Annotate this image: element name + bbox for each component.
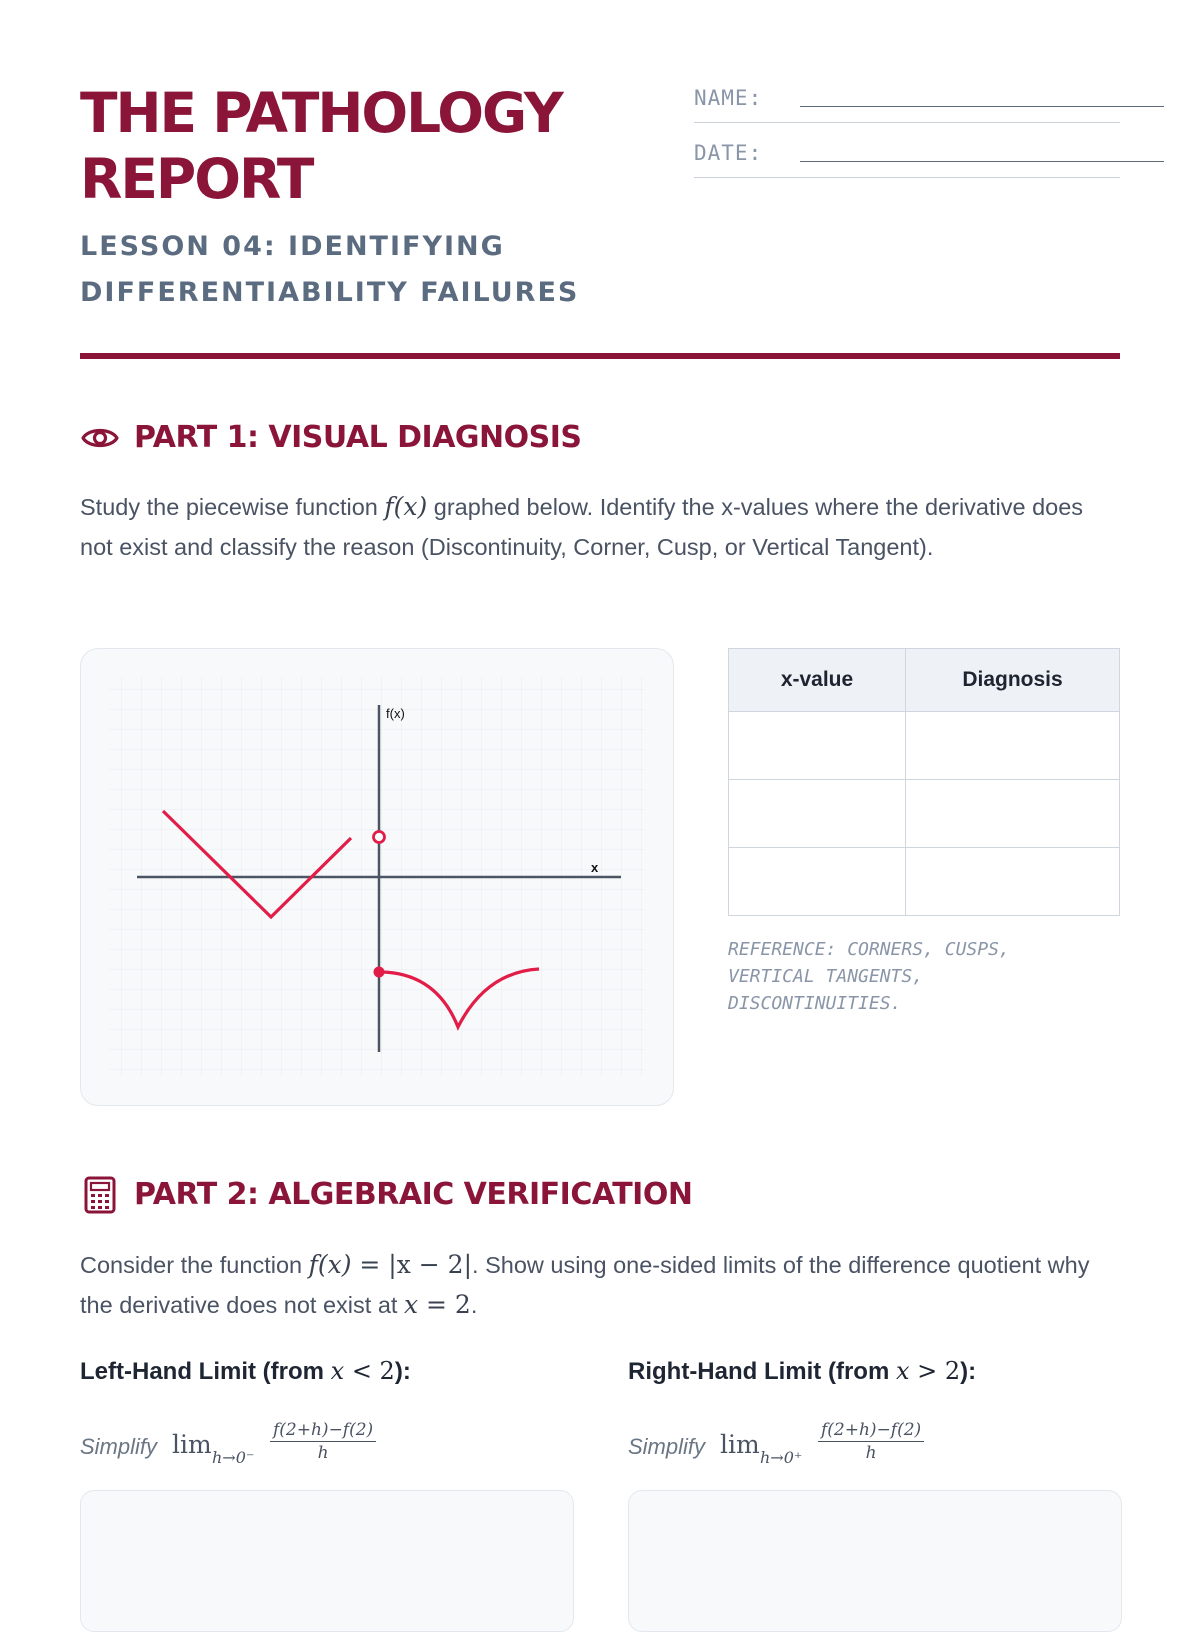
right-limit-heading-text: Right-Hand Limit (from	[628, 1358, 896, 1385]
right-limit-work-area[interactable]	[628, 1490, 1122, 1632]
column-header-x-value: x-value	[729, 649, 906, 712]
part2-point-var: x	[403, 1290, 419, 1319]
closed-circle-point	[374, 967, 385, 978]
open-circle-point	[374, 832, 385, 843]
left-limit-work-area[interactable]	[80, 1490, 574, 1632]
left-limit-expression	[80, 1420, 400, 1468]
calculator-icon	[80, 1175, 120, 1215]
left-lim-operator: lim	[172, 1430, 212, 1459]
part2-point-value: = 2	[418, 1290, 471, 1319]
part2-intro-2: . Show using one-sided limits of the difference quotient why the derivative does not exist at	[80, 1252, 1090, 1318]
graph-card	[80, 648, 674, 1106]
date-label: DATE:	[694, 141, 763, 165]
right-lim-subscript: h→0⁺	[760, 1448, 803, 1467]
name-label: NAME:	[694, 86, 763, 110]
right-limit-condition: > 2	[909, 1357, 961, 1385]
piecewise-graph	[81, 649, 673, 1105]
subtitle-line-1: LESSON 04: IDENTIFYING	[80, 231, 505, 262]
title-line-2: REPORT	[80, 147, 313, 211]
left-quotient-denominator: h	[317, 1443, 329, 1463]
right-limit-heading	[628, 1357, 976, 1386]
lesson-subtitle	[80, 224, 579, 316]
part2-intro-1: Consider the function	[80, 1252, 309, 1278]
right-simplify-word: Simplify	[628, 1434, 706, 1459]
left-simplify-word: Simplify	[80, 1434, 158, 1459]
x-axis-label: x	[591, 860, 599, 875]
column-header-diagnosis: Diagnosis	[906, 649, 1120, 712]
right-limit-expression	[628, 1420, 948, 1468]
right-limit-heading-end: ):	[960, 1358, 977, 1385]
left-lim-subscript: h→0⁻	[212, 1448, 255, 1467]
part2-instructions	[80, 1245, 1120, 1325]
left-limit-heading-text: Left-Hand Limit (from	[80, 1358, 331, 1385]
name-field[interactable]	[694, 82, 1120, 123]
reference-note: REFERENCE: CORNERS, CUSPS, VERTICAL TANGENTS, DISCONTINUITIES.	[728, 939, 1010, 1014]
part1-intro-before: Study the piecewise function	[80, 494, 385, 520]
part2-heading-text: PART 2: ALGEBRAIC VERIFICATION	[134, 1177, 693, 1212]
name-blank-line[interactable]	[800, 106, 1164, 107]
part1-function-math: f(x)	[384, 492, 428, 521]
left-limit-heading-end: ):	[394, 1358, 411, 1385]
right-limit-var: x	[895, 1357, 910, 1385]
right-quotient-denominator: h	[865, 1443, 877, 1463]
part2-function-equation: = |x − 2|	[351, 1250, 473, 1279]
part1-intro-after: graphed below. Identify the x-values where the derivative does not exist and classify the reason (Discontinuity, Corner, Cusp, or Vertical Tangent).	[80, 494, 1084, 560]
answer-cell-diagnosis[interactable]	[906, 848, 1120, 916]
part2-intro-3: .	[470, 1292, 478, 1318]
table-row	[729, 712, 1120, 780]
answer-cell-x-value[interactable]	[729, 712, 906, 780]
date-field[interactable]	[694, 137, 1120, 178]
answer-cell-diagnosis[interactable]	[906, 712, 1120, 780]
table-row	[729, 780, 1120, 848]
answer-cell-x-value[interactable]	[729, 848, 906, 916]
subtitle-line-2: DIFFERENTIABILITY FAILURES	[80, 277, 580, 308]
date-blank-line[interactable]	[800, 161, 1164, 162]
left-difference-quotient	[270, 1420, 376, 1463]
right-quotient-numerator: f(2+h)−f(2)	[818, 1420, 924, 1442]
part2-function-math: f(x)	[308, 1250, 352, 1279]
table-header-row	[729, 649, 1120, 712]
y-axis-label: f(x)	[386, 706, 405, 721]
header-divider	[80, 353, 1120, 359]
left-limit-condition: < 2	[344, 1357, 395, 1385]
part1-instructions	[80, 487, 1120, 567]
left-limit-heading	[80, 1357, 411, 1386]
answer-cell-x-value[interactable]	[729, 780, 906, 848]
table-row	[729, 848, 1120, 916]
left-limit-var: x	[330, 1357, 345, 1385]
right-lim-operator: lim	[720, 1430, 760, 1459]
left-quotient-numerator: f(2+h)−f(2)	[270, 1420, 376, 1442]
worksheet-title	[80, 80, 562, 212]
diagnosis-table	[728, 648, 1120, 916]
part1-heading-text: PART 1: VISUAL DIAGNOSIS	[134, 420, 582, 455]
title-line-1: THE PATHOLOGY	[80, 81, 562, 145]
answer-cell-diagnosis[interactable]	[906, 780, 1120, 848]
right-difference-quotient	[818, 1420, 924, 1463]
eye-icon	[80, 418, 120, 458]
